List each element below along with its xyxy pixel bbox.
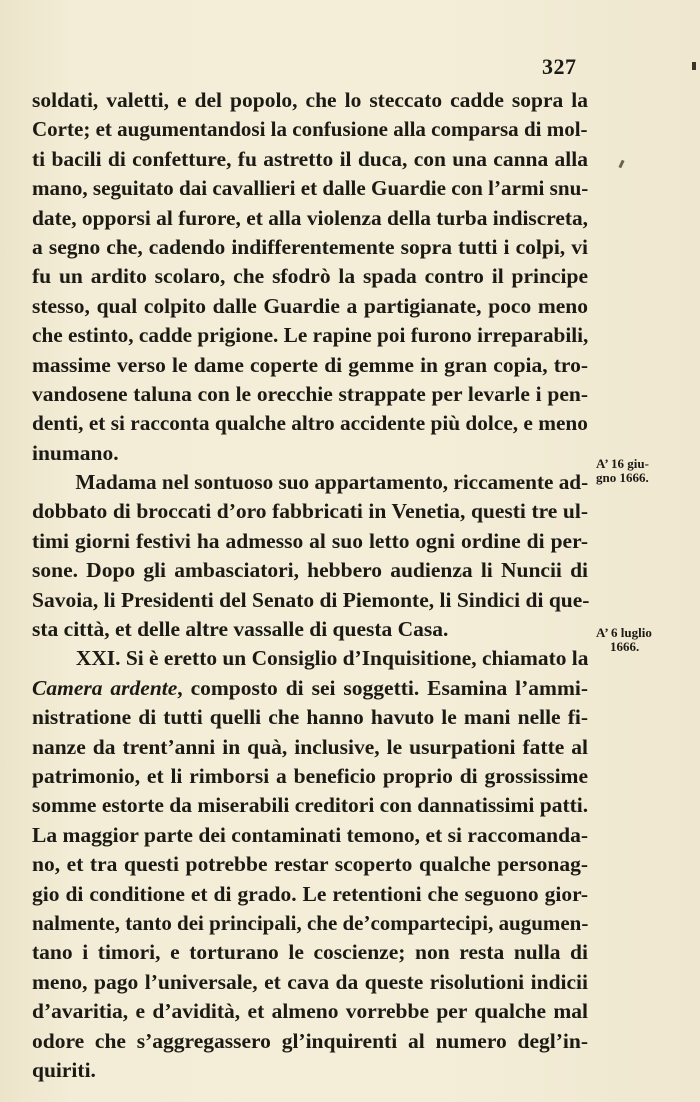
text-line: inumano. bbox=[32, 440, 119, 465]
paragraph-start-line: XXI. Si è eretto un Consiglio d’Inquisitione, chiamato la bbox=[75, 646, 589, 671]
text-line: a segno che, cadendo indifferentemente sopra tutti i colpi, vi bbox=[32, 234, 588, 259]
text-line: sta città, et delle altre vassalle di questa Casa. bbox=[32, 617, 449, 642]
margin-note-line: A’ 6 luglio bbox=[596, 625, 652, 640]
margin-note-line: A’ 16 giu- bbox=[596, 456, 649, 471]
text-line: denti, et si racconta qualche altro accidente più dolce, e meno bbox=[32, 411, 588, 436]
text-span: , composto di sei soggetti. Esamina l’ammi- bbox=[177, 675, 588, 700]
text-line: quiriti. bbox=[32, 1057, 96, 1082]
text-line: tano i timori, e torturano le coscienze; non resta nulla di bbox=[32, 940, 588, 965]
margin-note-date bbox=[596, 457, 678, 485]
text-line: nistratione di tutti quelli che hanno havuto le mani nelle fi- bbox=[32, 705, 588, 730]
text-line: odore che s’aggregassero gl’inquirenti al numero degl’in- bbox=[32, 1028, 588, 1053]
text-line: timi giorni festivi ha admesso al suo letto ogni ordine di per- bbox=[32, 528, 588, 553]
margin-note-date bbox=[596, 626, 678, 654]
margin-note-line: gno 1666. bbox=[596, 470, 649, 485]
text-line: gio di conditione et di grado. Le retentioni che seguono gior- bbox=[32, 881, 588, 906]
body-text bbox=[32, 86, 588, 1085]
text-line: date, opporsi al furore, et alla violenza della turba indiscreta, bbox=[32, 205, 588, 230]
text-line: soldati, valetti, e del popolo, che lo steccato cadde sopra la bbox=[32, 88, 588, 112]
text-line: dobbato di broccati d’oro fabbricati in Venetia, questi tre ul- bbox=[32, 499, 588, 524]
text-line: sone. Dopo gli ambasciatori, hebbero audienza li Nuncii di bbox=[32, 558, 588, 583]
text-line: mano, seguitato dai cavallieri et dalle Guardie con l’armi snu- bbox=[32, 176, 589, 201]
text-line: vandosene taluna con le orecchie strappate per levarle i pen- bbox=[32, 381, 588, 406]
text-line: stesso, qual colpito dalle Guardie a partigianate, poco meno bbox=[32, 293, 588, 318]
text-line: fu un ardito scolaro, che sfodrò la spada contro il principe bbox=[32, 264, 588, 289]
page-number: 327 bbox=[542, 54, 577, 79]
text-line: Savoia, li Presidenti del Senato di Piemonte, li Sindici di que- bbox=[32, 587, 590, 612]
ink-mark bbox=[692, 62, 696, 70]
text-line: meno, pago l’universale, et cava da queste risolutioni indicii bbox=[32, 969, 588, 994]
italic-term: Camera ardente bbox=[32, 675, 178, 700]
text-line: somme estorte da miserabili creditori con dannatissimi patti. bbox=[32, 793, 589, 818]
text-line bbox=[32, 674, 588, 703]
text-line: patrimonio, et li rimborsi a beneficio proprio di grossissime bbox=[32, 763, 588, 788]
text-line: d’avaritia, e d’avidità, et almeno vorrebbe per qualche mal bbox=[32, 999, 588, 1024]
paragraph-start-line: Madama nel sontuoso suo appartamento, riccamente ad- bbox=[75, 470, 589, 495]
text-line: nalmente, tanto dei principali, che de’compartecipi, augumen- bbox=[32, 910, 589, 935]
text-line: La maggior parte dei contaminati temono, et si raccomanda- bbox=[32, 822, 588, 847]
text-line: nanze da trent’anni in quà, inclusive, le usurpationi fatte al bbox=[32, 734, 588, 759]
text-line: Corte; et augumentandosi la confusione alla comparsa di mol- bbox=[32, 117, 588, 142]
ink-mark bbox=[618, 160, 624, 169]
text-line: ti bacili di confetture, fu astretto il duca, con una canna alla bbox=[32, 146, 588, 171]
text-line: massime verso le dame coperte di gemme in gran copia, tro- bbox=[32, 352, 588, 377]
margin-note-line: 1666. bbox=[610, 639, 640, 654]
text-line: no, et tra questi potrebbe restar scoperto qualche personag- bbox=[32, 852, 588, 877]
text-line: che estinto, cadde prigione. Le rapine poi furono irreparabili, bbox=[32, 323, 589, 348]
